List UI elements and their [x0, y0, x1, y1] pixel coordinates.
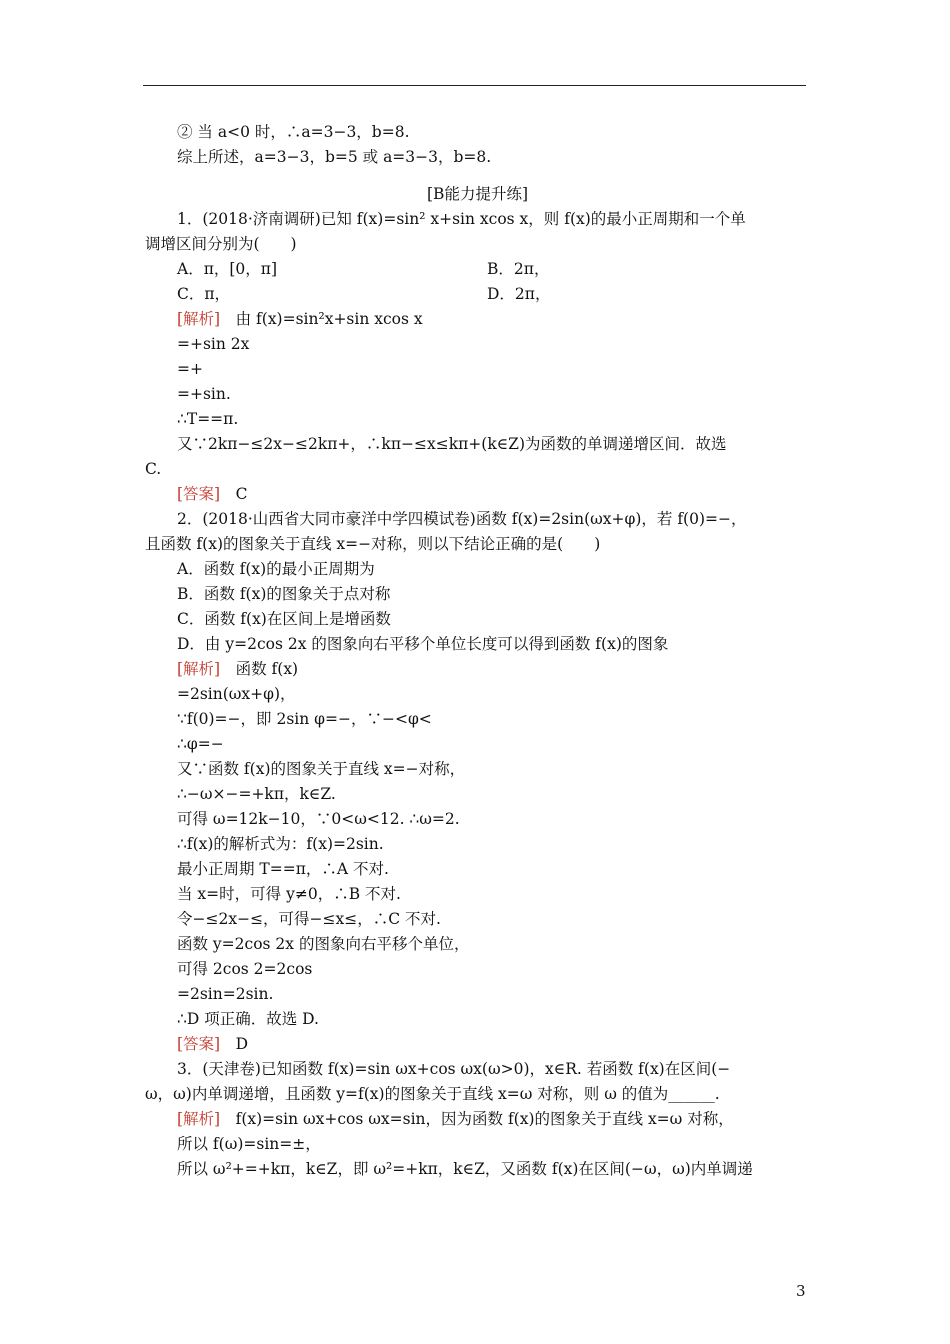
answer-text: C [220, 485, 248, 503]
analysis-line: 所以 f(ω)=sin=±， [177, 1135, 321, 1153]
q1-stem-line: 1．(2018·济南调研)已知 f(x)=sin² x+sin xcos x，则 f(x)的最小正周期和一个单 [177, 210, 746, 228]
q2-stem-line: 且函数 f(x)的图象关于直线 x=−对称，则以下结论正确的是( ) [145, 535, 601, 553]
option-d: D．2π， [487, 285, 551, 303]
text-line: 综上所述，a=3−3，b=5 或 a=3−3，b=8. [177, 148, 492, 166]
option-b: B．2π， [487, 260, 550, 278]
analysis-line: 又∵2kπ−≤2x−≤2kπ+，∴kπ−≤x≤kπ+(k∈Z)为函数的单调递增区间．故选 [177, 435, 727, 453]
header-rule [143, 85, 806, 86]
analysis-line: 又∵函数 f(x)的图象关于直线 x=−对称， [177, 760, 466, 778]
q2-analysis-first [145, 657, 810, 682]
analysis-line: =+ [177, 360, 203, 378]
option-b: B．函数 f(x)的图象关于点对称 [177, 585, 391, 603]
option-d: D．由 y=2cos 2x 的图象向右平移个单位长度可以得到函数 f(x)的图象 [177, 635, 669, 653]
analysis-line: 所以 ω²+=+kπ，k∈Z，即 ω²=+kπ，k∈Z，又函数 f(x)在区间(−ω，ω)内单调递 [177, 1160, 753, 1178]
page-number: 3 [796, 1282, 806, 1300]
q2-answer [145, 1032, 810, 1057]
analysis-line: 令−≤2x−≤，可得−≤x≤，∴C 不对. [177, 910, 441, 928]
analysis-tag: [解析] [177, 1110, 221, 1128]
text-line: ② 当 a<0 时，∴a=3−3，b=8. [177, 123, 410, 141]
analysis-line: ∵f(0)=−，即 2sin φ=−，∵−<φ< [177, 710, 432, 728]
analysis-line: 可得 2cos 2=2cos [177, 960, 313, 978]
section-title: [B能力提升练] [427, 185, 528, 203]
q3-stem-line: 3．(天津卷)已知函数 f(x)=sin ωx+cos ωx(ω>0)，x∈R. 若函数 f(x)在区间(− [177, 1060, 731, 1078]
analysis-line: C. [145, 460, 162, 478]
analysis-line: ∴T==π. [177, 410, 239, 428]
analysis-line: ∴f(x)的解析式为：f(x)=2sin. [177, 835, 384, 853]
option-c: C．π， [177, 285, 231, 303]
analysis-line: =+sin. [177, 385, 231, 403]
q1-stem-line: 调增区间分别为( ) [145, 235, 297, 253]
q3-analysis-first [145, 1107, 810, 1132]
analysis-line: =2sin(ωx+φ)， [177, 685, 296, 703]
analysis-tag: [解析] [177, 660, 221, 678]
answer-text: D [220, 1035, 249, 1053]
analysis-line: 最小正周期 T==π，∴A 不对. [177, 860, 389, 878]
option-c: C．函数 f(x)在区间上是增函数 [177, 610, 391, 628]
q2-stem-line: 2．(2018·山西省大同市豪洋中学四模试卷)函数 f(x)=2sin(ωx+φ)，若 f(0)=−， [177, 510, 747, 528]
analysis-line: ∴−ω×−=+kπ，k∈Z. [177, 785, 336, 803]
option-a: A．π，[0，π] [177, 260, 278, 278]
analysis-line: 可得 ω=12k−10，∵0<ω<12. ∴ω=2. [177, 810, 460, 828]
analysis-tag: [解析] [177, 310, 221, 328]
page-content [145, 120, 810, 1182]
analysis-text: f(x)=sin ωx+cos ωx=sin，因为函数 f(x)的图象关于直线 x=ω 对称， [220, 1110, 734, 1128]
analysis-line: ∴D 项正确．故选 D. [177, 1010, 319, 1028]
q1-option-row [145, 257, 810, 282]
analysis-text: 由 f(x)=sin²x+sin xcos x [220, 310, 423, 328]
option-a: A．函数 f(x)的最小正周期为 [177, 560, 375, 578]
analysis-line: =2sin=2sin. [177, 985, 274, 1003]
analysis-line: 当 x=时，可得 y≠0，∴B 不对. [177, 885, 401, 903]
answer-tag: [答案] [177, 485, 221, 503]
analysis-line: ∴φ=− [177, 735, 224, 753]
q1-option-row [145, 282, 810, 307]
analysis-text: 函数 f(x) [220, 660, 299, 678]
q1-answer [145, 482, 810, 507]
answer-tag: [答案] [177, 1035, 221, 1053]
q1-analysis-first [145, 307, 810, 332]
q3-stem-line: ω，ω)内单调递增，且函数 y=f(x)的图象关于直线 x=ω 对称，则 ω 的值为______. [145, 1085, 720, 1103]
analysis-line: 函数 y=2cos 2x 的图象向右平移个单位， [177, 935, 470, 953]
analysis-line: =+sin 2x [177, 335, 250, 353]
